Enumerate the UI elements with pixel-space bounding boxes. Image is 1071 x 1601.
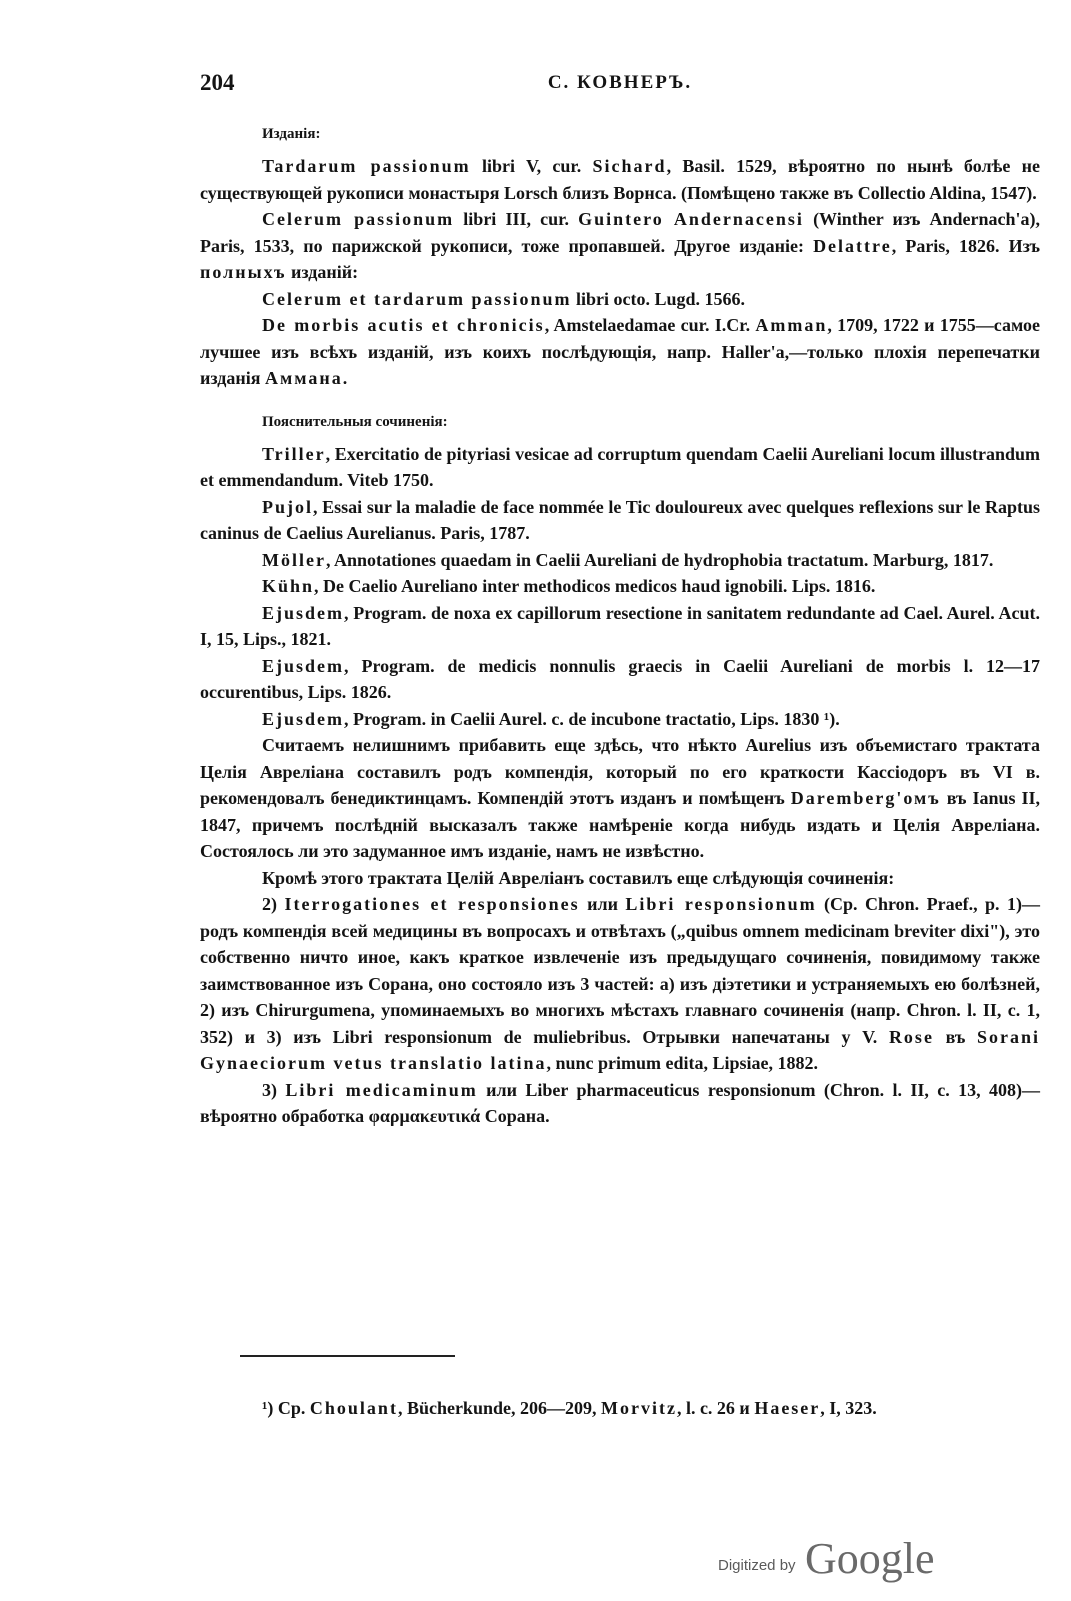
work-entry: Ejusdem, Program. de noxa ex capillorum resectione in sanitatem redundante ad Cael. Aurel. Acut. I, 15, Lips., 1821. (200, 602, 1040, 649)
digitized-by-label: Digitized by (718, 1557, 796, 1574)
page-number: 204 (200, 70, 235, 95)
page-body (200, 126, 1040, 1130)
edition-paragraph: Tardarum passionum libri V, cur. Sichard, Basil. 1529, вѣроятно по нынѣ болѣе не существующей рукописи монастыря Lorsch близъ Ворнса. (Помѣщено также въ Collectio Aldina, 1547). (200, 156, 1040, 203)
work-entry: Triller, Exercitatio de pityriasi vesicae ad corruptum quendam Caelii Aureliani locum illustrandum et emmendandum. Viteb 1750. (200, 443, 1040, 490)
edition-paragraph: Celerum passionum libri III, cur. Guintero Andernacensi (Winther изъ Andernach'a), Paris, 1533, по парижской рукописи, тоже пропавшей. Другое изданіе: Delattre, Paris, 1826. Изъ полныхъ изданій: (200, 209, 1040, 282)
footnote (200, 1394, 1040, 1422)
footnote-divider (240, 1355, 455, 1357)
edition-paragraph: De morbis acutis et chronicis, Amstelaedamae cur. I.Cr. Amman, 1709, 1722 и 1755—самое лучшее изъ всѣхъ изданій, изъ коихъ послѣдующія, напр. Haller'a,—только плохія перепечатки изданія Аммана. (200, 315, 1040, 388)
work-entry: Kühn, De Caelio Aureliano inter methodicos medicos haud ignobili. Lips. 1816. (262, 576, 876, 596)
work-entry: 2) Iterrogationes et responsiones или Libri responsionum (Cp. Chron. Praef., p. 1)—родъ компендія всей медицины въ вопросахъ и отвѣтахъ („quibus omnem medicinam breviter dixi"), это собственно ничто иное, какъ краткое извлеченіе изъ предыдущаго сочиненія, повидимому также заимствованное изъ Сорана, оно состояло изъ 3 частей: а) изъ діэтетики и устраняемыхъ ею болѣзней, 2) изъ Chirurgumena, упоминаемыхъ во многихъ мѣстахъ главнаго сочиненія (напр. Chron. l. II, c. 1, 352) и 3) изъ Libri responsionum de muliebribus. Отрывки напечатаны у V. Rose въ Sorani Gynaeciorum vetus translatio latina, nunc primum edita, Lipsiae, 1882. (200, 894, 1040, 1073)
google-logo: Google (805, 1534, 935, 1583)
work-entry: Möller, Annotationes quaedam in Caelii Aureliani de hydrophobia tractatum. Marburg, 1817. (262, 549, 994, 570)
google-watermark (718, 1533, 958, 1593)
page-header (200, 70, 1040, 100)
work-entry: Pujol, Essai sur la maladie de face nommée le Tic douloureux avec quelques reflexions sur le Raptus caninus de Caelius Aurelianus. Paris, 1787. (200, 496, 1040, 543)
work-entry: 3) Libri medicaminum или Liber pharmaceuticus responsionum (Chron. l. II, c. 13, 408)—вѣроятно обработка φαρμακευτικά Сорана. (200, 1079, 1040, 1126)
running-head: С. КОВНЕРЪ. (547, 72, 693, 93)
works-heading: Пояснительныя сочиненія: (262, 413, 448, 430)
compendium-paragraph: Считаемъ нелишнимъ прибавить еще здѣсь, что нѣкто Aurelius изъ объемистаго трактата Целія Авреліана составилъ родъ компендія, который по его краткости Кассіодоръ въ VI в. рекомендовалъ бенедиктинцамъ. Компендій этотъ изданъ и помѣщенъ Daremberg'омъ въ Ianus II, 1847, причемъ послѣдній высказалъ также намѣреніе когда нибудь издать и Целія Авреліана. Состоялось ли это задуманное имъ изданіе, намъ не извѣстно. (200, 735, 1041, 861)
edition-paragraph: Celerum et tardarum passionum libri octo. Lugd. 1566. (262, 288, 745, 309)
footnote-text: ¹) Cp. Choulant, Bücherkunde, 206—209, Morvitz, l. c. 26 и Haeser, I, 323. (262, 1398, 877, 1418)
work-entry: Ejusdem, Program. de medicis nonnulis graecis in Caelii Aureliani de morbis l. 12—17 occurentibus, Lips. 1826. (200, 655, 1040, 702)
work-entry: Ejusdem, Program. in Caelii Aurel. c. de incubone tractatio, Lips. 1830 ¹). (262, 708, 840, 729)
other-works-intro: Кромѣ этого трактата Целій Авреліанъ составилъ еще слѣдующія сочиненія: (262, 867, 895, 888)
editions-heading: Изданія: (262, 126, 321, 142)
